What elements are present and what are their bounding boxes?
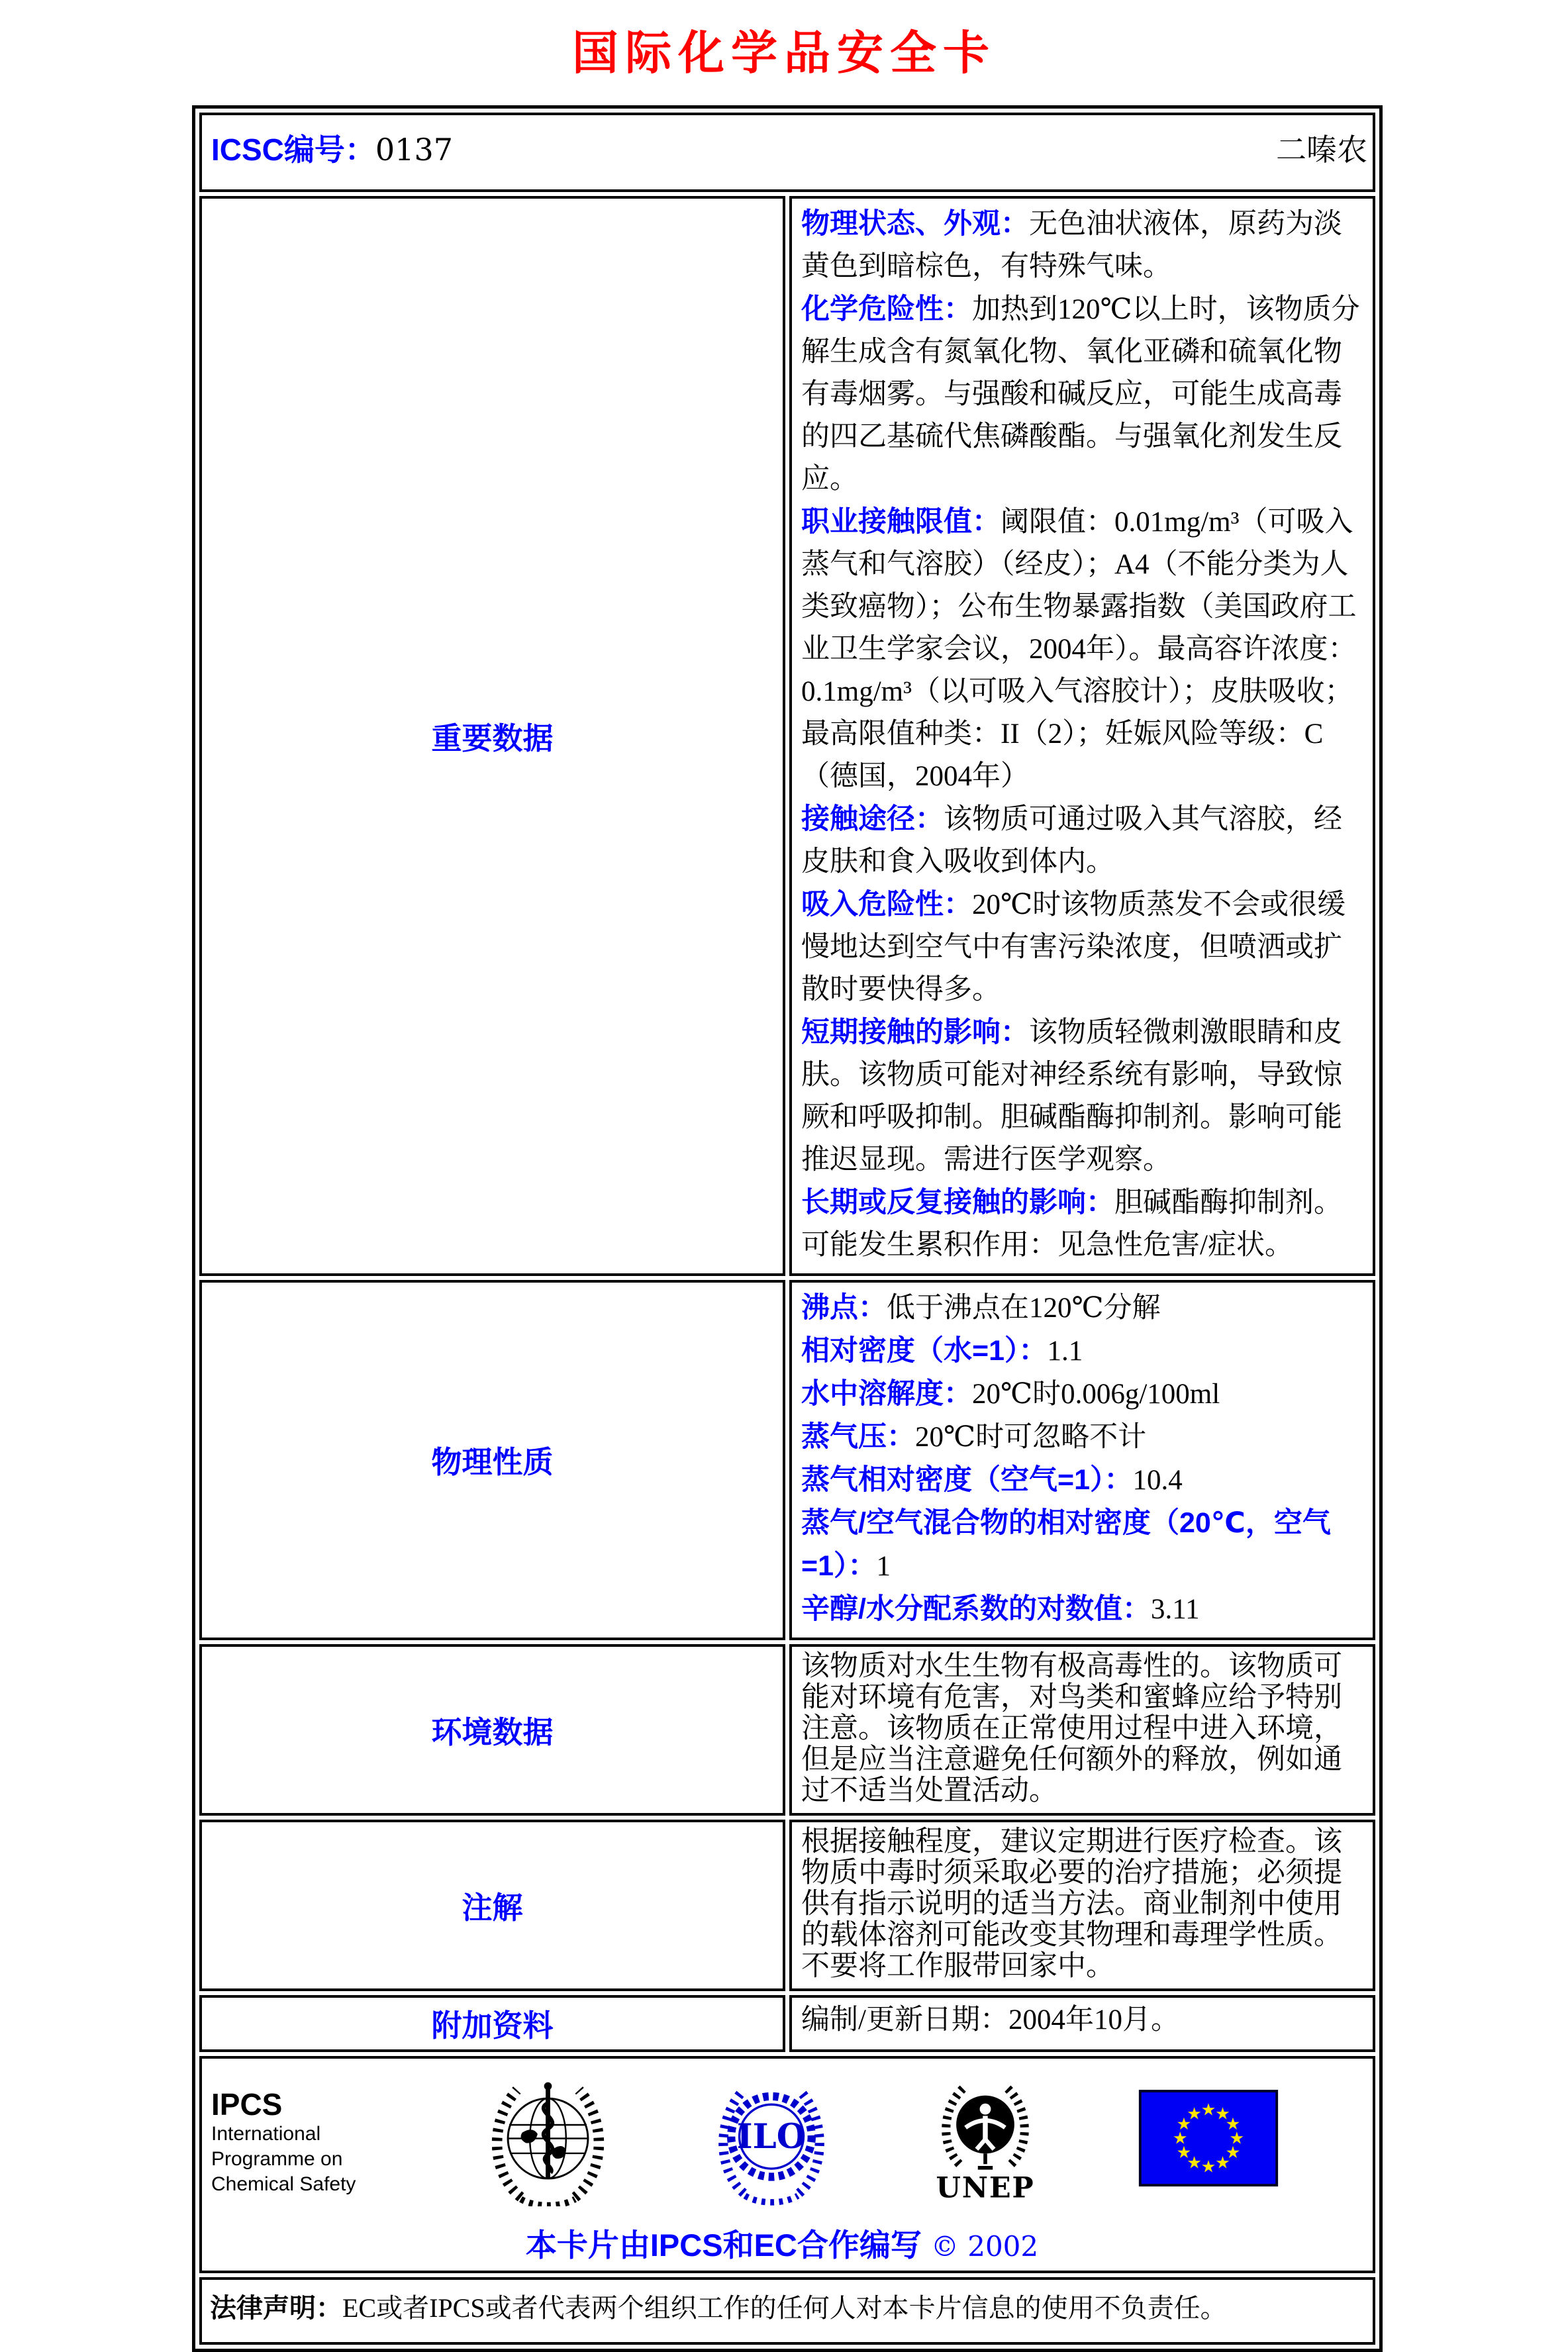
footer-caption-text: 本卡片由IPCS和EC合作编写	[525, 2228, 922, 2263]
important-item	[801, 798, 1366, 883]
field-label: 物理状态、外观：	[801, 208, 1029, 240]
svg-text:★: ★	[1200, 2100, 1216, 2120]
physical-item	[801, 1416, 1366, 1459]
field-label: 蒸气压：	[801, 1421, 915, 1453]
important-data-row	[199, 196, 1375, 1276]
field-label: 蒸气/空气混合物的相对密度（20℃，空气=1）：	[801, 1507, 1331, 1582]
physical-item	[801, 1287, 1366, 1330]
svg-text:★: ★	[1200, 2157, 1216, 2177]
ipcs-subtitle-line: Programme on	[211, 2147, 343, 2170]
unep-logo-icon	[930, 2069, 1041, 2214]
important-item	[801, 288, 1366, 501]
field-label: 相对密度（水=1）：	[801, 1335, 1048, 1367]
field-value: 无色油状液体，原药为淡黄色到暗棕色，有特殊气味。	[801, 209, 1342, 282]
legal-text: EC或者IPCS或者代表两个组织工作的任何人对本卡片信息的使用不负责任。	[342, 2293, 1227, 2323]
ipcs-subtitle-line: International	[211, 2122, 321, 2145]
legal-row	[199, 2277, 1375, 2345]
icsc-number-value: 0137	[375, 132, 453, 168]
svg-text:★: ★	[1176, 2142, 1192, 2162]
svg-text:★: ★	[1229, 2128, 1245, 2148]
physical-properties-content	[789, 1280, 1375, 1640]
field-label: 辛醇/水分配系数的对数值：	[801, 1593, 1151, 1625]
field-label: 短期接触的影响：	[801, 1016, 1029, 1048]
important-item	[801, 1181, 1366, 1267]
row-label-physical-properties: 物理性质	[199, 1280, 785, 1640]
footer-copyright: © 2002	[930, 2230, 1039, 2263]
icsc-number-field	[211, 126, 453, 170]
footer-cell	[199, 2056, 1375, 2273]
page-title: 国际化学品安全卡	[572, 25, 996, 80]
chemical-name: 二嗪农	[1276, 133, 1367, 167]
additional-info-row	[199, 1995, 1375, 2052]
field-label: 长期或反复接触的影响：	[801, 1187, 1114, 1218]
physical-item	[801, 1588, 1366, 1631]
additional-info-content	[789, 1995, 1375, 2052]
field-value: 20℃时0.006g/100ml	[972, 1379, 1220, 1410]
field-value: 1	[876, 1551, 891, 1582]
important-item	[801, 883, 1366, 1011]
field-value: 阈限值：0.01mg/m³（可吸入蒸气和气溶胶）（经皮）；A4（不能分类为人类致癌物）；公布生物暴露指数（美国政府工业卫生学家会议，2004年）。最高容许浓度：0.1mg/m³（以可吸入气溶胶计）；皮肤吸收；最高限值种类：II（2）；妊娠风险等级：C（德国，2004年）	[801, 507, 1357, 792]
notes-row	[199, 1820, 1375, 1991]
header-row	[199, 113, 1375, 192]
ipcs-subtitle-line: Chemical Safety	[211, 2173, 356, 2195]
important-item	[801, 203, 1366, 288]
field-label: 职业接触限值：	[801, 506, 1001, 538]
footer-row	[199, 2056, 1375, 2273]
additional-info-text: 编制/更新日期：2004年10月。	[801, 2004, 1179, 2035]
field-label: 吸入危险性：	[801, 889, 972, 920]
ilo-logo-icon	[709, 2071, 834, 2214]
svg-text:★: ★	[1187, 2104, 1202, 2124]
physical-item	[801, 1459, 1366, 1502]
environmental-data-row	[199, 1644, 1375, 1816]
legal-label: 法律声明：	[210, 2294, 342, 2323]
field-value: 20℃时可忽略不计	[915, 1422, 1147, 1453]
row-label-environmental-data: 环境数据	[199, 1644, 785, 1816]
svg-text:★: ★	[1215, 2153, 1230, 2173]
ipcs-block	[211, 2087, 387, 2197]
important-data-content	[789, 196, 1375, 1276]
svg-text:★: ★	[1215, 2104, 1230, 2124]
physical-properties-row	[199, 1280, 1375, 1640]
notes-text: 根据接触程度，建议定期进行医疗检查。该物质中毒时须采取必要的治疗措施；必须提供有指示说明的适当方法。商业制剂中使用的载体溶剂可能改变其物理和毒理学性质。不要将工作服带回家中。	[801, 1826, 1342, 1982]
field-value: 该物质可通过吸入其气溶胶，经皮肤和食入吸收到体内。	[801, 804, 1342, 877]
logos-strip	[211, 2069, 1353, 2214]
unep-logo-text: UNEP	[936, 2171, 1035, 2205]
field-label: 化学危险性：	[801, 293, 972, 325]
field-label: 沸点：	[801, 1292, 887, 1324]
field-value: 胆碱酯酶抑制剂。可能发生累积作用：见急性危害/症状。	[801, 1187, 1342, 1261]
field-value: 该物质轻微刺激眼睛和皮肤。该物质可能对神经系统有影响，导致惊厥和呼吸抑制。胆碱酯酶抑制剂。影响可能推迟显现。需进行医学观察。	[801, 1017, 1342, 1175]
field-value: 加热到120℃以上时，该物质分解生成含有氮氧化物、氧化亚磷和硫氧化物有毒烟雾。与强酸和碱反应，可能生成高毒的四乙基硫代焦磷酸酯。与强氧化剂发生反应。	[801, 294, 1360, 495]
who-logo-icon	[483, 2071, 612, 2214]
footer-caption	[211, 2221, 1353, 2265]
important-item	[801, 501, 1366, 798]
svg-text:★: ★	[1172, 2128, 1188, 2148]
svg-text:★: ★	[1176, 2114, 1192, 2134]
field-label: 接触途径：	[801, 803, 944, 835]
field-label: 蒸气相对密度（空气=1）：	[801, 1464, 1133, 1496]
environmental-data-content	[789, 1644, 1375, 1816]
field-value: 10.4	[1132, 1465, 1183, 1496]
header-cell	[199, 113, 1375, 192]
icsc-card-table	[192, 105, 1383, 2352]
svg-text:★: ★	[1225, 2114, 1241, 2134]
legal-cell	[199, 2277, 1375, 2345]
physical-item	[801, 1502, 1366, 1588]
important-item	[801, 1011, 1366, 1181]
icsc-number-label: ICSC编号：	[211, 132, 375, 167]
svg-text:★: ★	[1225, 2142, 1241, 2162]
row-label-important-data: 重要数据	[199, 196, 785, 1276]
environmental-text: 该物质对水生生物有极高毒性的。该物质可能对环境有危害，对鸟类和蜜蜂应给予特别注意。该物质在正常使用过程中进入环境，但是应当注意避免任何额外的释放，例如通过不适当处置活动。	[801, 1651, 1342, 1806]
svg-text:★: ★	[1187, 2153, 1202, 2173]
field-value: 低于沸点在120℃分解	[887, 1293, 1161, 1324]
field-value: 3.11	[1150, 1594, 1200, 1625]
ipcs-heading: IPCS	[211, 2086, 283, 2122]
field-value: 1.1	[1047, 1336, 1083, 1367]
row-label-notes: 注解	[199, 1820, 785, 1991]
physical-item	[801, 1373, 1366, 1416]
field-value: 20℃时该物质蒸发不会或很缓慢地达到空气中有害污染浓度，但喷洒或扩散时要快得多。	[801, 889, 1346, 1005]
notes-content	[789, 1820, 1375, 1991]
ilo-logo-text: ILO	[736, 2116, 806, 2157]
row-label-additional-info: 附加资料	[199, 1995, 785, 2052]
eu-flag-icon	[1137, 2090, 1280, 2194]
field-label: 水中溶解度：	[801, 1378, 972, 1410]
physical-item	[801, 1330, 1366, 1373]
